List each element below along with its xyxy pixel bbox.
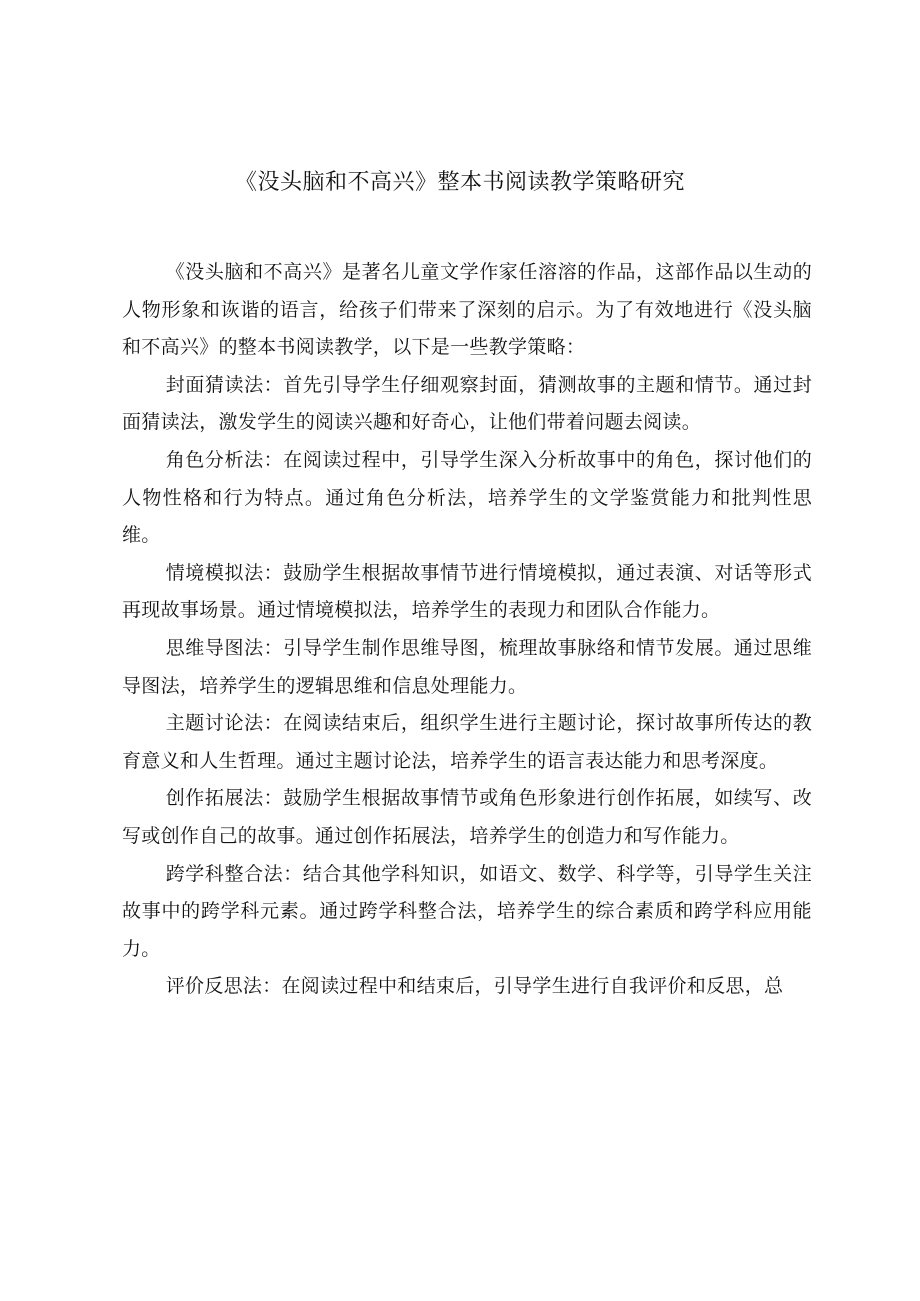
strategy-paragraph-creative-extension: 创作拓展法：鼓励学生根据故事情节或角色形象进行创作拓展，如续写、改写或创作自己的故事。通过创作拓展法，培养学生的创造力和写作能力。	[122, 787, 812, 847]
strategy-paragraph-evaluation-reflection: 评价反思法：在阅读过程中和结束后，引导学生进行自我评价和反思，总	[165, 975, 784, 998]
intro-paragraph: 《没头脑和不高兴》是著名儿童文学作家任溶溶的作品，这部作品以生动的人物形象和诙谐的语言，给孩子们带来了深刻的启示。为了有效地进行《没头脑和不高兴》的整本书阅读教学，以下是一些教学策略：	[122, 261, 812, 359]
strategy-paragraph-theme-discussion: 主题讨论法：在阅读结束后，组织学生进行主题讨论，探讨故事所传达的教育意义和人生哲理。通过主题讨论法，培养学生的语言表达能力和思考深度。	[122, 712, 812, 772]
strategy-paragraph-character-analysis: 角色分析法：在阅读过程中，引导学生深入分析故事中的角色，探讨他们的人物性格和行为特点。通过角色分析法，培养学生的文学鉴赏能力和批判性思维。	[122, 448, 812, 547]
strategy-paragraph-mind-map: 思维导图法：引导学生制作思维导图，梳理故事脉络和情节发展。通过思维导图法，培养学生的逻辑思维和信息处理能力。	[122, 636, 812, 697]
strategy-paragraph-situation-simulation: 情境模拟法：鼓励学生根据故事情节进行情境模拟，通过表演、对话等形式再现故事场景。通过情境模拟法，培养学生的表现力和团队合作能力。	[122, 561, 812, 622]
strategy-paragraph-interdisciplinary: 跨学科整合法：结合其他学科知识，如语文、数学、科学等，引导学生关注故事中的跨学科元素。通过跨学科整合法，培养学生的综合素质和跨学科应用能力。	[122, 862, 812, 960]
document-title: 《没头脑和不高兴》整本书阅读教学策略研究	[234, 170, 685, 195]
strategy-paragraph-cover-guessing: 封面猜读法：首先引导学生仔细观察封面，猜测故事的主题和情节。通过封面猜读法，激发学生的阅读兴趣和好奇心，让他们带着问题去阅读。	[122, 373, 812, 434]
document-body	[122, 254, 812, 1006]
